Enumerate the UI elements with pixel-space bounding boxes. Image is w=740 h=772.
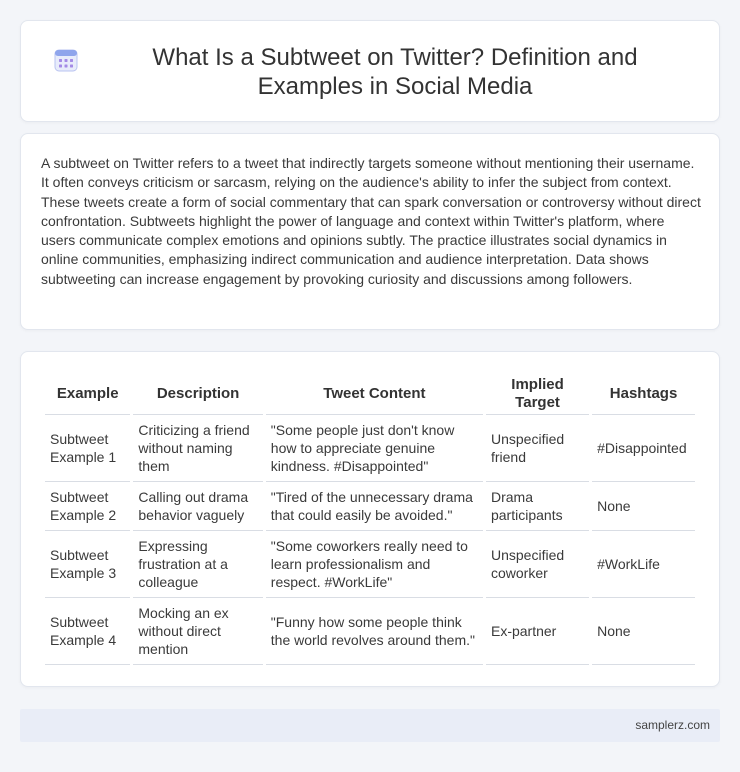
intro-card (20, 133, 720, 330)
cell-description: Mocking an ex without direct mention (133, 598, 262, 665)
cell-description: Criticizing a friend without naming them (133, 415, 262, 482)
table-card (20, 351, 720, 687)
cell-example: Subtweet Example 1 (45, 415, 130, 482)
intro-paragraph: A subtweet on Twitter refers to a tweet that indirectly targets someone without mentioning their username. It often conveys criticism or sarcasm, relying on the audience's ability to infer the subject from context. These tweets create a form of social commentary that can spark conversation or controversy without direct confrontation. Subtweets highlight the power of language and context within Twitter's platform, where users communicate complex emotions and opinions subtly. The practice illustrates social dynamics in online communities, emphasizing indirect communication and audience interpretation. Data shows subtweeting can increase engagement by provoking curiosity and discussions among followers. (41, 155, 701, 287)
table-header-row (45, 373, 695, 415)
cell-tweet-content: "Tired of the unnecessary drama that could easily be avoided." (266, 482, 483, 531)
table-row (45, 415, 695, 482)
calendar-icon (53, 47, 79, 73)
cell-implied-target: Unspecified coworker (486, 531, 589, 598)
cell-tweet-content: "Funny how some people think the world revolves around them." (266, 598, 483, 665)
cell-description: Calling out drama behavior vaguely (133, 482, 262, 531)
cell-hashtags: #Disappointed (592, 415, 695, 482)
cell-implied-target: Unspecified friend (486, 415, 589, 482)
table-row (45, 482, 695, 531)
column-header-description: Description (133, 373, 262, 415)
cell-hashtags: #WorkLife (592, 531, 695, 598)
title-wrap (21, 43, 719, 101)
column-header-example: Example (45, 373, 130, 415)
column-header-tweet-content: Tweet Content (266, 373, 483, 415)
cell-example: Subtweet Example 2 (45, 482, 130, 531)
cell-implied-target: Ex-partner (486, 598, 589, 665)
page-title: What Is a Subtweet on Twitter? Definition and Examples in Social Media (152, 44, 638, 100)
cell-hashtags: None (592, 598, 695, 665)
footer-bar (20, 709, 720, 742)
column-header-implied-target: Implied Target (486, 373, 589, 415)
table-row (45, 531, 695, 598)
cell-hashtags: None (592, 482, 695, 531)
cell-tweet-content: "Some people just don't know how to appreciate genuine kindness. #Disappointed" (266, 415, 483, 482)
cell-implied-target: Drama participants (486, 482, 589, 531)
cell-tweet-content: "Some coworkers really need to learn professionalism and respect. #WorkLife" (266, 531, 483, 598)
table-row (45, 598, 695, 665)
cell-example: Subtweet Example 4 (45, 598, 130, 665)
subtweet-examples-table (42, 373, 698, 665)
footer-site-link[interactable]: samplerz.com (635, 718, 710, 732)
title-card (20, 20, 720, 122)
cell-description: Expressing frustration at a colleague (133, 531, 262, 598)
cell-example: Subtweet Example 3 (45, 531, 130, 598)
column-header-hashtags: Hashtags (592, 373, 695, 415)
